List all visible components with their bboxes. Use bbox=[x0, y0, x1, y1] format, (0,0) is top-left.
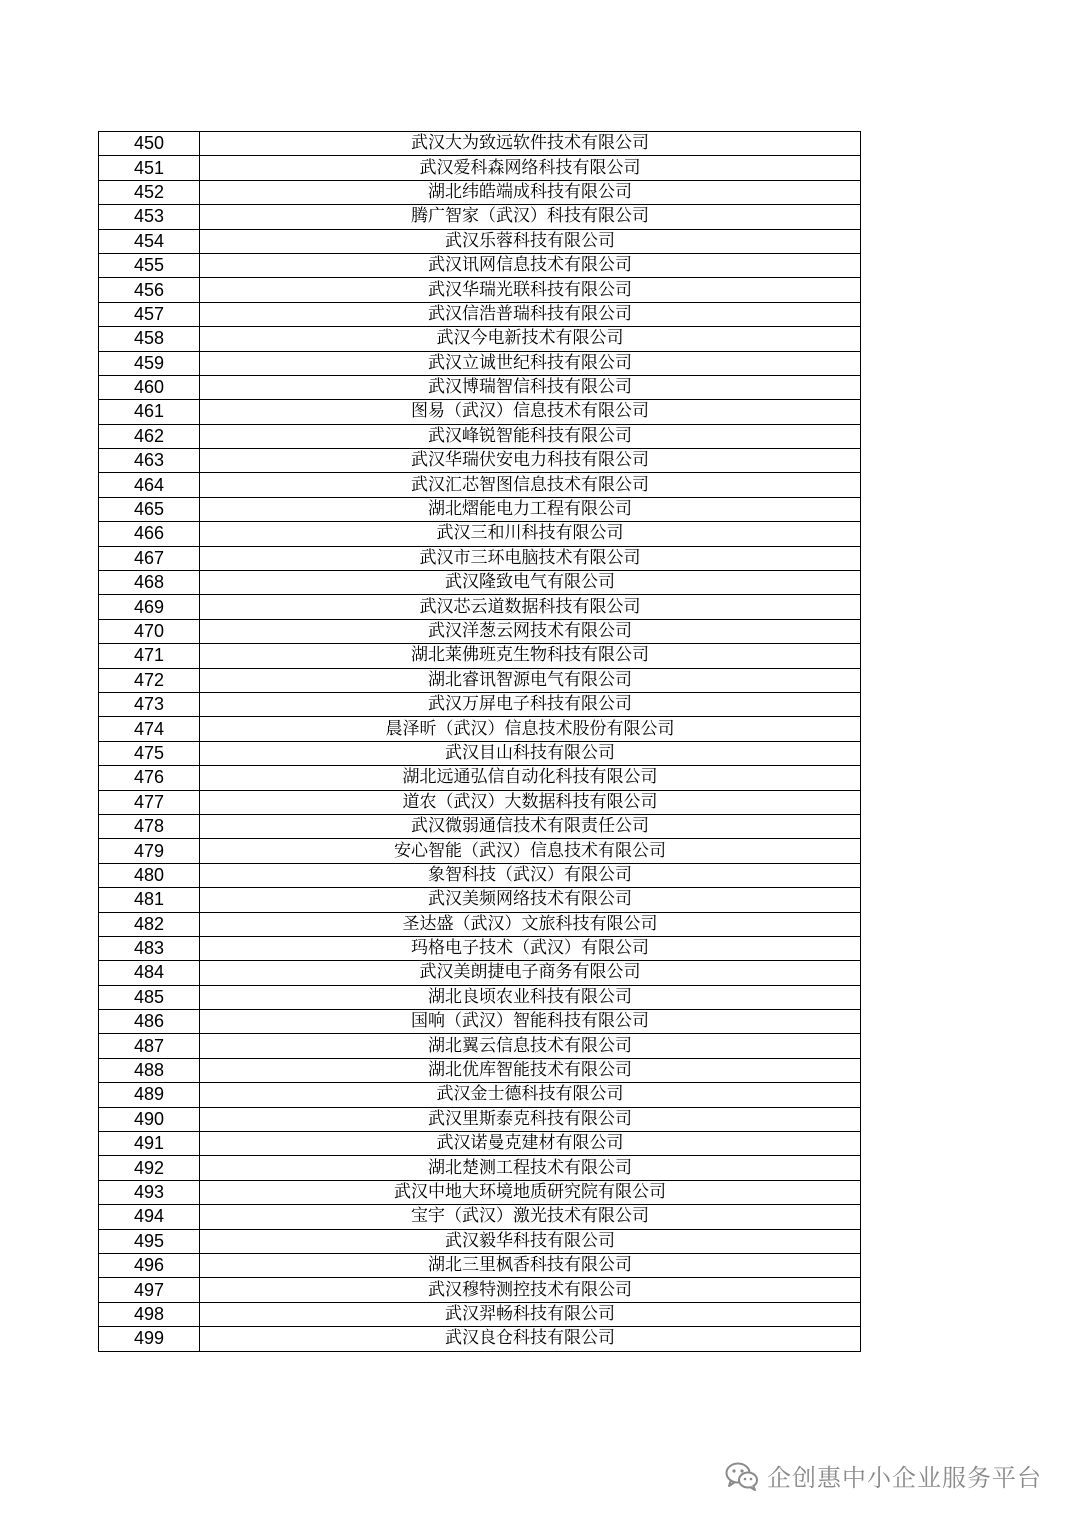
company-name: 武汉毅华科技有限公司 bbox=[200, 1229, 861, 1253]
row-number: 492 bbox=[99, 1156, 200, 1180]
row-number: 499 bbox=[99, 1327, 200, 1351]
table-row bbox=[99, 278, 861, 302]
table-row bbox=[99, 1034, 861, 1058]
table-row bbox=[99, 717, 861, 741]
row-number: 460 bbox=[99, 375, 200, 399]
company-name: 武汉爱科森网络科技有限公司 bbox=[200, 156, 861, 180]
row-number: 477 bbox=[99, 790, 200, 814]
row-number: 482 bbox=[99, 912, 200, 936]
company-name: 武汉洋葱云网技术有限公司 bbox=[200, 619, 861, 643]
table-row bbox=[99, 692, 861, 716]
table-row bbox=[99, 424, 861, 448]
company-name: 湖北良顷农业科技有限公司 bbox=[200, 985, 861, 1009]
table-row bbox=[99, 595, 861, 619]
table-row bbox=[99, 497, 861, 521]
company-name: 武汉金士德科技有限公司 bbox=[200, 1083, 861, 1107]
table-row bbox=[99, 790, 861, 814]
company-name: 道农（武汉）大数据科技有限公司 bbox=[200, 790, 861, 814]
table-row bbox=[99, 1180, 861, 1204]
company-list-table bbox=[98, 131, 861, 1352]
row-number: 474 bbox=[99, 717, 200, 741]
company-name: 圣达盛（武汉）文旅科技有限公司 bbox=[200, 912, 861, 936]
row-number: 458 bbox=[99, 327, 200, 351]
row-number: 483 bbox=[99, 936, 200, 960]
table-row bbox=[99, 571, 861, 595]
company-name: 武汉羿畅科技有限公司 bbox=[200, 1302, 861, 1326]
table-row bbox=[99, 375, 861, 399]
table-row bbox=[99, 156, 861, 180]
company-name: 湖北楚测工程技术有限公司 bbox=[200, 1156, 861, 1180]
row-number: 486 bbox=[99, 1010, 200, 1034]
table-row bbox=[99, 1107, 861, 1131]
company-name: 武汉美朗捷电子商务有限公司 bbox=[200, 961, 861, 985]
company-name: 武汉诺曼克建材有限公司 bbox=[200, 1132, 861, 1156]
row-number: 451 bbox=[99, 156, 200, 180]
wechat-icon bbox=[725, 1461, 759, 1491]
company-name: 武汉大为致远软件技术有限公司 bbox=[200, 132, 861, 156]
table-row bbox=[99, 1302, 861, 1326]
company-name: 武汉立诚世纪科技有限公司 bbox=[200, 351, 861, 375]
company-name: 武汉今电新技术有限公司 bbox=[200, 327, 861, 351]
row-number: 495 bbox=[99, 1229, 200, 1253]
row-number: 454 bbox=[99, 229, 200, 253]
company-name: 武汉市三环电脑技术有限公司 bbox=[200, 546, 861, 570]
table-row bbox=[99, 229, 861, 253]
table-row bbox=[99, 522, 861, 546]
row-number: 466 bbox=[99, 522, 200, 546]
row-number: 463 bbox=[99, 449, 200, 473]
row-number: 471 bbox=[99, 644, 200, 668]
company-name: 武汉中地大环境地质研究院有限公司 bbox=[200, 1180, 861, 1204]
company-name: 武汉华瑞光联科技有限公司 bbox=[200, 278, 861, 302]
company-name: 武汉美频网络技术有限公司 bbox=[200, 888, 861, 912]
table-row bbox=[99, 132, 861, 156]
company-name: 湖北翼云信息技术有限公司 bbox=[200, 1034, 861, 1058]
row-number: 475 bbox=[99, 741, 200, 765]
company-name: 武汉汇芯智图信息技术有限公司 bbox=[200, 473, 861, 497]
watermark bbox=[725, 1458, 1042, 1493]
row-number: 484 bbox=[99, 961, 200, 985]
table-row bbox=[99, 936, 861, 960]
company-name: 武汉乐蓉科技有限公司 bbox=[200, 229, 861, 253]
company-name: 腾广智家（武汉）科技有限公司 bbox=[200, 205, 861, 229]
row-number: 493 bbox=[99, 1180, 200, 1204]
table-row bbox=[99, 1253, 861, 1277]
table-row bbox=[99, 814, 861, 838]
row-number: 487 bbox=[99, 1034, 200, 1058]
row-number: 496 bbox=[99, 1253, 200, 1277]
table-row bbox=[99, 839, 861, 863]
row-number: 476 bbox=[99, 766, 200, 790]
table-row bbox=[99, 1058, 861, 1082]
table-row bbox=[99, 546, 861, 570]
table-row bbox=[99, 1010, 861, 1034]
row-number: 473 bbox=[99, 692, 200, 716]
company-name: 湖北纬皓端成科技有限公司 bbox=[200, 180, 861, 204]
row-number: 488 bbox=[99, 1058, 200, 1082]
table-row bbox=[99, 351, 861, 375]
row-number: 465 bbox=[99, 497, 200, 521]
row-number: 461 bbox=[99, 400, 200, 424]
row-number: 470 bbox=[99, 619, 200, 643]
row-number: 480 bbox=[99, 863, 200, 887]
row-number: 468 bbox=[99, 571, 200, 595]
table-row bbox=[99, 912, 861, 936]
row-number: 453 bbox=[99, 205, 200, 229]
company-name: 宝宇（武汉）激光技术有限公司 bbox=[200, 1205, 861, 1229]
table-row bbox=[99, 302, 861, 326]
table-row bbox=[99, 449, 861, 473]
table-row bbox=[99, 668, 861, 692]
row-number: 491 bbox=[99, 1132, 200, 1156]
table-row bbox=[99, 473, 861, 497]
row-number: 459 bbox=[99, 351, 200, 375]
table-row bbox=[99, 741, 861, 765]
company-name: 湖北睿讯智源电气有限公司 bbox=[200, 668, 861, 692]
row-number: 481 bbox=[99, 888, 200, 912]
table-row bbox=[99, 180, 861, 204]
company-name: 湖北优库智能技术有限公司 bbox=[200, 1058, 861, 1082]
row-number: 450 bbox=[99, 132, 200, 156]
row-number: 479 bbox=[99, 839, 200, 863]
table-row bbox=[99, 1083, 861, 1107]
table-row bbox=[99, 985, 861, 1009]
table-row bbox=[99, 1156, 861, 1180]
company-name: 武汉隆致电气有限公司 bbox=[200, 571, 861, 595]
company-name: 武汉目山科技有限公司 bbox=[200, 741, 861, 765]
company-name: 武汉里斯泰克科技有限公司 bbox=[200, 1107, 861, 1131]
company-name: 图易（武汉）信息技术有限公司 bbox=[200, 400, 861, 424]
table-row bbox=[99, 644, 861, 668]
row-number: 489 bbox=[99, 1083, 200, 1107]
company-name: 安心智能（武汉）信息技术有限公司 bbox=[200, 839, 861, 863]
company-name: 湖北莱佛班克生物科技有限公司 bbox=[200, 644, 861, 668]
company-name: 湖北熠能电力工程有限公司 bbox=[200, 497, 861, 521]
row-number: 462 bbox=[99, 424, 200, 448]
table-row bbox=[99, 1132, 861, 1156]
table-row bbox=[99, 619, 861, 643]
row-number: 478 bbox=[99, 814, 200, 838]
table-row bbox=[99, 961, 861, 985]
watermark-text: 企创惠中小企业服务平台 bbox=[767, 1464, 1042, 1492]
company-list-body bbox=[99, 132, 861, 1352]
company-name: 武汉万屏电子科技有限公司 bbox=[200, 692, 861, 716]
company-name: 武汉博瑞智信科技有限公司 bbox=[200, 375, 861, 399]
row-number: 457 bbox=[99, 302, 200, 326]
company-name: 武汉讯网信息技术有限公司 bbox=[200, 253, 861, 277]
table-row bbox=[99, 205, 861, 229]
company-name: 象智科技（武汉）有限公司 bbox=[200, 863, 861, 887]
row-number: 472 bbox=[99, 668, 200, 692]
row-number: 467 bbox=[99, 546, 200, 570]
row-number: 455 bbox=[99, 253, 200, 277]
company-name: 湖北远通弘信自动化科技有限公司 bbox=[200, 766, 861, 790]
row-number: 456 bbox=[99, 278, 200, 302]
table-row bbox=[99, 1278, 861, 1302]
company-name: 玛格电子技术（武汉）有限公司 bbox=[200, 936, 861, 960]
table-row bbox=[99, 1205, 861, 1229]
company-name: 国响（武汉）智能科技有限公司 bbox=[200, 1010, 861, 1034]
company-name: 武汉三和川科技有限公司 bbox=[200, 522, 861, 546]
row-number: 485 bbox=[99, 985, 200, 1009]
row-number: 469 bbox=[99, 595, 200, 619]
company-name: 武汉峰锐智能科技有限公司 bbox=[200, 424, 861, 448]
row-number: 498 bbox=[99, 1302, 200, 1326]
row-number: 497 bbox=[99, 1278, 200, 1302]
company-name: 武汉穆特测控技术有限公司 bbox=[200, 1278, 861, 1302]
table-row bbox=[99, 253, 861, 277]
company-name: 武汉良仓科技有限公司 bbox=[200, 1327, 861, 1351]
row-number: 494 bbox=[99, 1205, 200, 1229]
table-row bbox=[99, 1229, 861, 1253]
table-row bbox=[99, 400, 861, 424]
row-number: 464 bbox=[99, 473, 200, 497]
table-row bbox=[99, 327, 861, 351]
table-row bbox=[99, 888, 861, 912]
row-number: 452 bbox=[99, 180, 200, 204]
table-row bbox=[99, 863, 861, 887]
company-name: 武汉华瑞伏安电力科技有限公司 bbox=[200, 449, 861, 473]
company-name: 晨泽昕（武汉）信息技术股份有限公司 bbox=[200, 717, 861, 741]
company-name: 武汉微弱通信技术有限责任公司 bbox=[200, 814, 861, 838]
row-number: 490 bbox=[99, 1107, 200, 1131]
company-name: 武汉信浩普瑞科技有限公司 bbox=[200, 302, 861, 326]
company-name: 湖北三里枫香科技有限公司 bbox=[200, 1253, 861, 1277]
company-name: 武汉芯云道数据科技有限公司 bbox=[200, 595, 861, 619]
table-row bbox=[99, 766, 861, 790]
table-row bbox=[99, 1327, 861, 1351]
